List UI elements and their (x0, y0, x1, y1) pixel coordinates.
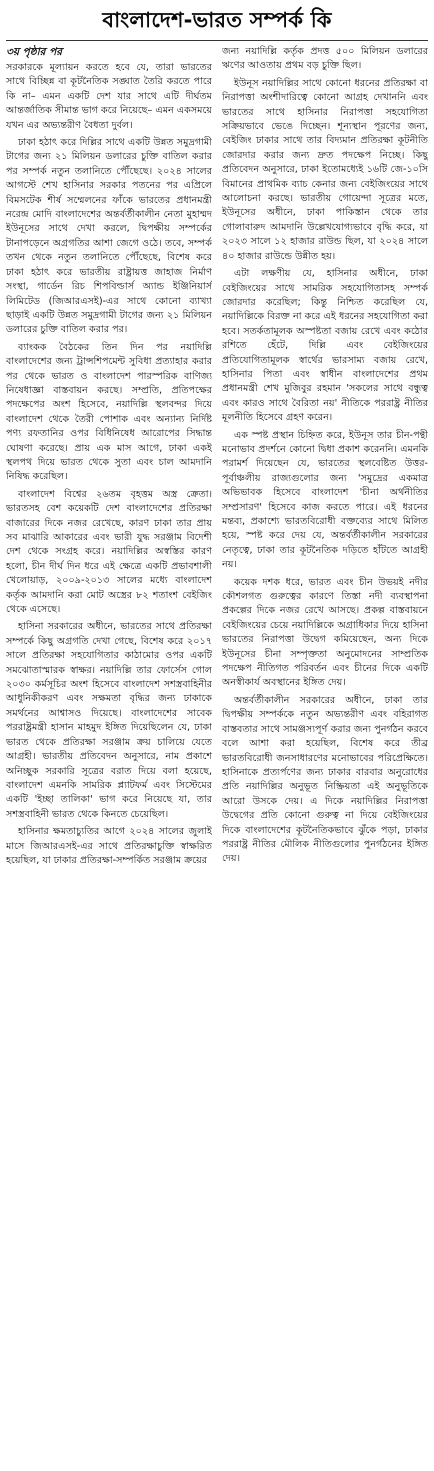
headline-divider (6, 40, 428, 41)
article-paragraph: হাসিনার ক্ষমতাচ্যুতির আগে ২০২৪ সালের জুলাই মাসে জিআরএসই-এর সাথে প্রতিরক্ষাচুক্তি স্বাক্ষরিত হয়েছিল, যা ঢাকার প্রতিরক্ষা-সম্পর্কিত সরঞ্জাম ক্রয়ের (6, 826, 212, 866)
article-columns (6, 45, 428, 1465)
article-paragraph: সরকারকে মূল্যায়ন করতে হবে যে, তারা ভারতের সাথে বিচ্ছিন্ন বা কূটনৈতিক সঙ্ঘাত তৈরি করতে পারে কি না– এমন একটি দেশ যার সাথে এটি দীর্ঘতম আন্তর্জাতিক সীমান্ত ভাগ করে নিয়েছে– এমন একসময়ে যখন এর অভ্যন্তরীণ বৈধতা দুর্বল। (6, 62, 212, 131)
article-column-right (222, 45, 428, 1465)
article-paragraph: অন্তর্বর্তীকালীন সরকারের অধীনে, ঢাকা তার দ্বিপক্ষীয় সম্পর্ককে নতুন অভ্যন্তরীণ এবং বহিরাগত বাস্তবতার সাথে সামঞ্জস্যপূর্ণ করার জন্য পুনর্গঠন করবে বলে আশা করা হয়েছিল, বিশেষ করে তীব্র ভারতবিরোধী জনসাধারণের মনোভাবের পরিপ্রেক্ষিতে। হাসিনাকে প্রত্যর্পণের জন্য ঢাকার বারবার অনুরোধের প্রতি নয়াদিল্লির অনুভূত নিষ্ক্রিয়তা এই অনুভূতিকে আরো উসকে দেয়। এ দিকে নয়াদিল্লির নিরাপত্তা উদ্বেগের প্রতি কোনো গুরুত্ব না দিয়ে বেইজিংয়ের দিকে বাংলাদেশের কূটনৈতিকভাবে ঝুঁকে পড়া, ঢাকার পররাষ্ট্র নীতির মৌলিক নীতিগুলোর পুনর্গঠনের ইঙ্গিত দেয়। (222, 694, 428, 865)
article-paragraph: ইউনূস নয়াদিল্লির সাথে কোনো ধরনের প্রতিরক্ষা বা নিরাপত্তা অংশীদারিত্বে কোনো আগ্রহ দেখাননি এবং ভারতের সাথে হাসিনার নিরাপত্তা সহযোগিতা সক্রিয়ভাবে ভেঙে দিচ্ছেন। শূন্যস্থান পূরণের জন্য, বেইজিং ঢাকার সাথে তার বিদ্যমান প্রতিরক্ষা কূটনীতি জোরদার করার জন্য দ্রুত পদক্ষেপ নিচ্ছে। কিছু প্রতিবেদন অনুসারে, ঢাকা ইতোমধ্যেই ১৬টি জে-১০সি বিমানের প্রাথমিক ব্যাচ কেনার জন্য বেইজিংয়ের সাথে আলোচনা করছে। ভারতীয় গোয়েন্দা সূত্রের মতে, ইউনূসের অধীনে, ঢাকা পাকিস্তান থেকে তার গোলাবারুদ আমদানি উল্লেখযোগ্যভাবে বৃদ্ধি করে, যা ২০২৩ সালে ১২ হাজার রাউন্ড ছিল, যা ২০২৪ সালে ৪০ হাজার রাউন্ডে উন্নীত হয়। (222, 77, 428, 262)
article-paragraph: জন্য নয়াদিল্লি কর্তৃক প্রদত্ত ৫০০ মিলিয়ন ডলারের ঋণের আওতায় প্রথম বড় চুক্তি ছিল। (222, 46, 428, 72)
article-paragraph: হাসিনা সরকারের অধীনে, ভারতের সাথে প্রতিরক্ষা সম্পর্কে কিছু অগ্রগতি দেখা গেছে, বিশেষ করে ২০১৭ সালে প্রতিরক্ষা সহযোগিতার কাঠামোর ওপর একটি সমঝোতাস্মারক স্বাক্ষর। নয়াদিল্লি তার ফোর্সেস গোল ২০৩০ কর্মসূচির অংশ হিসেবে বাংলাদেশ সশস্ত্রবাহিনীর আধুনিকীকরণ এবং সক্ষমতা বৃদ্ধির জন্য ঢাকাকে সমর্থনের আশ্বাসও দিয়েছে। বাংলাদেশের সাবেক পররাষ্ট্রমন্ত্রী হাসান মাহমুদ ইঙ্গিত দিয়েছিলেন যে, ঢাকা ভারত থেকে প্রতিরক্ষা সরঞ্জাম ক্রয় চালিয়ে যেতে আগ্রহী। ভারতীয় প্রতিবেদন অনুসারে, নাম প্রকাশে অনিচ্ছুক সরকারি সূত্রের বরাত দিয়ে বলা হয়েছে, বাংলাদেশ এমনকি সামরিক প্ল্যাটফর্ম এবং সিস্টেমের একটি 'ইচ্ছা তালিকা' ভাগ করে নিয়েছে যা, তার সশস্ত্রবাহিনী ভারত থেকে কিনতে চেয়েছিল। (6, 621, 212, 820)
headline: বাংলাদেশ-ভারত সম্পর্ক কি (102, 8, 332, 32)
continuation-label: ৩য় পৃষ্ঠার পর (6, 46, 63, 58)
article-paragraph: এক স্পষ্ট প্রস্থান চিহ্নিত করে, ইউনূস তার চীন-পন্থী মনোভাব প্রদর্শনে কোনো দ্বিধা প্রকাশ করেননি। এমনকি পরামর্শ দিয়েছেন যে, ভারতের স্থলবেষ্টিত উত্তর-পূর্বাঞ্চলীয় রাজ্যগুলোর জন্য 'সমুদ্রের একমাত্র অভিভাবক হিসেবে বাংলাদেশ 'চীনা অর্থনীতির সম্প্রসারণ' হিসেবে কাজ করতে পারে। এই ধরনের মন্তব্য, প্রকাশ্যে ভারতবিরোধী বক্তব্যের সাথে মিলিত হয়ে, স্পষ্ট করে দেয় যে, অন্তর্বর্তীকালীন সরকারের নেতৃত্বে, ঢাকা তার কূটনৈতিক দড়িতে হাঁটতে আগ্রহী নয়। (222, 429, 428, 571)
article-paragraph: বাংলাদেশ বিশ্বের ২৬তম বৃহত্তম অস্ত্র ক্রেতা। ভারতসহ বেশ কয়েকটি দেশ বাংলাদেশের প্রতিরক্ষা বাজারের দিকে নজর রেখেছে, কারণ ঢাকা তার প্রায় সব মাঝারি আকারের এবং ভারী যুদ্ধ সরঞ্জাম বিদেশী দেশ থেকে সংগ্রহ করে। নয়াদিল্লির অস্বস্তির কারণ হলো, চীন দীর্ঘ দিন ধরে এই ক্ষেত্রে একটি প্রভাবশালী খেলোয়াড়, ২০০৯-২০১৩ সালের মধ্যে বাংলাদেশ কর্তৃক আমদানি করা মোট অস্ত্রের ৮২ শতাংশ বেইজিং থেকে এসেছে। (6, 488, 212, 616)
article-column-left (6, 45, 212, 1465)
article-paragraph: ব্যাংকক বৈঠকের তিন দিন পর নয়াদিল্লি বাংলাদেশের জন্য ট্রান্সশিপমেন্ট সুবিধা প্রত্যাহার করার পর থেকে ভারত ও বাংলাদেশ পারস্পরিক বাণিজ্য নিষেধাজ্ঞা বাস্তবায়ন করছে। সম্প্রতি, প্রতিপক্ষের পদক্ষেপের অংশ হিসেবে, নয়াদিল্লি স্থলবন্দর দিয়ে বাংলাদেশ থেকে তৈরী পোশাক এবং অন্যান্য নির্দিষ্ট পণ্য রফতানির ওপর বিধিনিষেধ আরোপের সিদ্ধান্ত ঘোষণা করেছে। প্রায় এক মাস আগে, ঢাকা একই স্থলপথ দিয়ে ভারত থেকে সুতা এবং চাল আমদানি নিষিদ্ধ করেছিল। (6, 341, 212, 483)
article-paragraph: এটা লক্ষণীয় যে, হাসিনার অধীনে, ঢাকা বেইজিংয়ের সাথে সামরিক সহযোগিতাসহ সম্পর্ক জোরদার করেছিল; কিন্তু নিশ্চিত করেছিল যে, নয়াদিল্লিকে বিরক্ত না করে এই ধরনের সহযোগিতা করা হবে। সতর্কতামূলক অস্পষ্টতা বজায় রেখে এবং কঠোর রশিতে হেঁটে, দিল্লি এবং বেইজিংয়ের প্রতিযোগিতামূলক স্বার্থের ভারসাম্য বজায় রেখে, হাসিনার পিতা এবং স্বাধীন বাংলাদেশের প্রথম প্রধানমন্ত্রী শেখ মুজিবুর রহমান 'সকলের সাথে বন্ধুত্ব এবং কারও সাথে বৈরিতা নয়' নীতিকে পররাষ্ট্র নীতির মূলনীতি হিসেবে গ্রহণ করেন। (222, 268, 428, 424)
article-paragraph: ঢাকা হঠাৎ করে দিল্লির সাথে একটি উন্নত সমুদ্রগামী টাগের জন্য ২১ মিলিয়ন ডলারের চুক্তি বাতিল করার পর সম্পর্ক নতুন তলানিতে পৌঁছেছে। ২০২৪ সালের আগস্টে শেখ হাসিনার সরকার পতনের পর এপ্রিলে বিমসটেক শীর্ষ সম্মেলনের ফাঁকে ভারতের প্রধানমন্ত্রী নরেন্দ্র মোদি বাংলাদেশের অন্তর্বর্তীকালীন নেতা মুহাম্মদ ইউনূসের সাথে দেখা করলে, দ্বিপক্ষীয় সম্পর্কের টানাপড়েনে অগ্রগতির আশা জেগে ওঠে। তবে, সম্পর্ক তখন থেকে নতুন তলানিতে পৌঁছেছে, বিশেষ করে ঢাকা হঠাৎ করে ভারতীয় রাষ্ট্রায়ত্ত জাহাজ নির্মাণ সংস্থা, গার্ডেন রিচ শিপবিল্ডার্স অ্যান্ড ইঞ্জিনিয়ার্স লিমিটেড (জিআরএসই)-এর সাথে কোনো ব্যাখ্যা ছাড়াই একটি উন্নত সমুদ্রগামী টাগের জন্য ২১ মিলিয়ন ডলারের চুক্তি বাতিল করার পর। (6, 137, 212, 336)
article-paragraph: কয়েক দশক ধরে, ভারত এবং চীন উভয়ই নদীর কৌশলগত গুরুত্বের কারণে তিস্তা নদী ব্যবস্থাপনা প্রকল্পের দিকে নজর রেখে আসছে। প্রকল্প বাস্তবায়নে বেইজিংয়ের চেয়ে নয়াদিল্লিকে অগ্রাধিকার দিয়ে হাসিনা ভারতের নিরাপত্তা উদ্বেগ কমিয়েছেন, অন্য দিকে ইউনূসের চীনা সম্পৃক্ততা অনুমোদনের সাম্প্রতিক পদক্ষেপ নীতিগত পরিবর্তন এবং চীনের দিকে একটি অনস্বীকার্য অবস্থানের ইঙ্গিত দেয়। (222, 576, 428, 689)
